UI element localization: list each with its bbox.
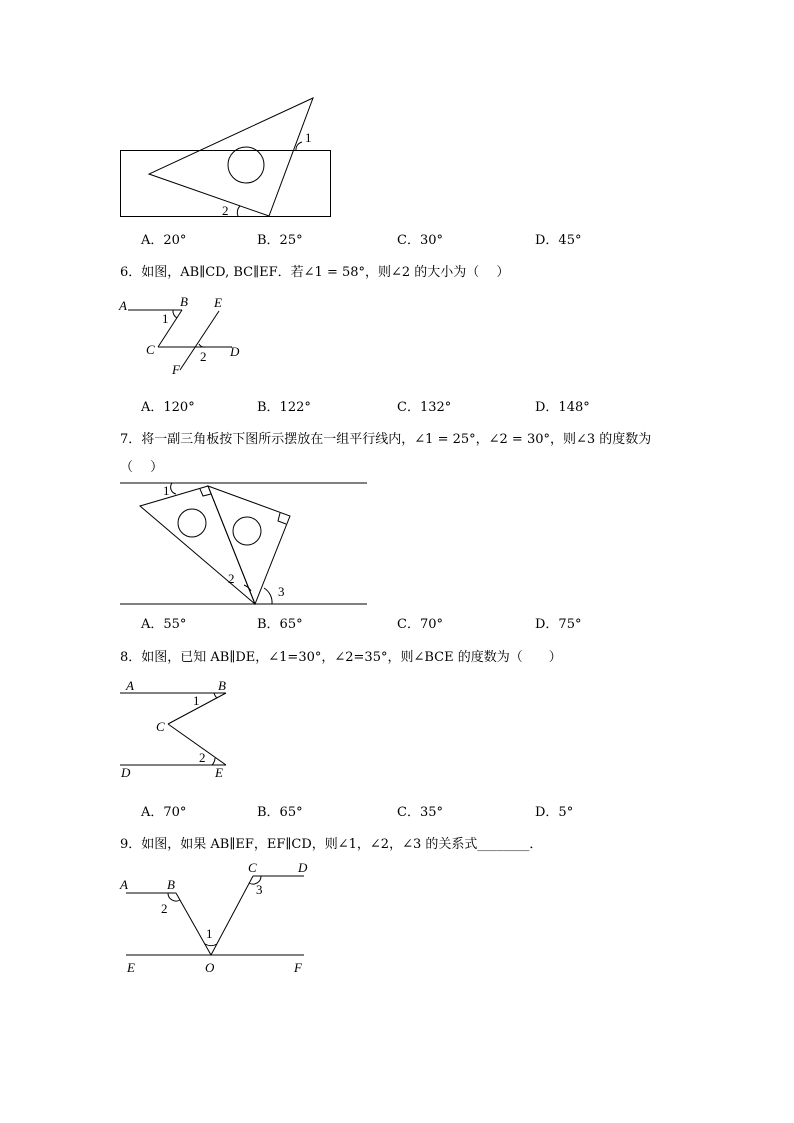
q9-angle1-arc bbox=[205, 944, 217, 946]
q6-option-c[interactable]: C．132° bbox=[397, 400, 452, 415]
q9-angle3-label: 3 bbox=[256, 882, 263, 897]
q6-label-d: D bbox=[230, 344, 240, 359]
q6-label-f: F bbox=[172, 362, 180, 377]
q8-option-b[interactable]: B．65° bbox=[257, 805, 303, 820]
q8-option-d[interactable]: D．5° bbox=[535, 805, 574, 820]
q5-option-a[interactable]: A．20° bbox=[141, 233, 187, 248]
q8-label-c: C bbox=[156, 719, 165, 734]
q7-option-d[interactable]: D．75° bbox=[535, 617, 582, 632]
q6-angle2-label: 2 bbox=[200, 349, 207, 364]
q8-angle2-label: 2 bbox=[199, 750, 206, 765]
q9-label-b: B bbox=[167, 877, 175, 892]
q6-option-d[interactable]: D．148° bbox=[535, 400, 590, 415]
q6-option-a[interactable]: A．120° bbox=[141, 400, 195, 415]
q5-option-c[interactable]: C．30° bbox=[397, 233, 443, 248]
q8-angle1-label: 1 bbox=[193, 693, 200, 708]
q8-label-b: B bbox=[218, 678, 226, 693]
q7-option-a[interactable]: A．55° bbox=[141, 617, 187, 632]
q8-question-text: 8．如图，已知 AB∥DE，∠1=30°，∠2=35°，则∠BCE 的度数为（ ） bbox=[120, 650, 562, 665]
q9-label-a: A bbox=[120, 877, 128, 892]
q9-line-bo bbox=[176, 893, 211, 955]
q7-angle3-label: 3 bbox=[278, 584, 285, 599]
q7-question-text-line2: （ ） bbox=[120, 460, 164, 475]
q6-label-e: E bbox=[214, 295, 222, 310]
q7-option-c[interactable]: C．70° bbox=[397, 617, 443, 632]
q5-option-d[interactable]: D．45° bbox=[535, 233, 582, 248]
q6-angle1-label: 1 bbox=[162, 311, 169, 326]
q8-label-e: E bbox=[215, 765, 223, 780]
q9-label-d: D bbox=[298, 860, 308, 875]
q5-angle1-label: 1 bbox=[305, 130, 312, 145]
q9-angle2-label: 2 bbox=[161, 901, 168, 916]
q9-label-f: F bbox=[294, 960, 302, 975]
q9-label-o: O bbox=[205, 960, 215, 975]
q9-label-e: E bbox=[127, 960, 135, 975]
q9-label-c: C bbox=[248, 860, 257, 875]
q8-label-d: D bbox=[121, 765, 131, 780]
q9-line-oc bbox=[211, 876, 253, 955]
q8-option-c[interactable]: C．35° bbox=[397, 805, 443, 820]
q8-option-a[interactable]: A．70° bbox=[141, 805, 187, 820]
q7-angle2-label: 2 bbox=[228, 571, 235, 586]
q8-label-a: A bbox=[126, 678, 134, 693]
q5-option-b[interactable]: B．25° bbox=[257, 233, 303, 248]
q9-angle1-label: 1 bbox=[206, 926, 213, 941]
q6-option-b[interactable]: B．122° bbox=[257, 400, 311, 415]
q5-angle2-label: 2 bbox=[222, 203, 229, 218]
q6-question-text: 6．如图，AB∥CD, BC∥EF．若∠1 = 58°，则∠2 的大小为（ ） bbox=[120, 265, 510, 280]
q9-question-text: 9．如图，如果 AB∥EF，EF∥CD，则∠1，∠2，∠3 的关系式________． bbox=[120, 837, 543, 852]
q7-question-text-line1: 7．将一副三角板按下图所示摆放在一组平行线内，∠1 = 25°，∠2 = 30°，则∠3 的度数为 bbox=[120, 432, 652, 447]
q7-option-b[interactable]: B．65° bbox=[257, 617, 303, 632]
q6-label-c: C bbox=[146, 342, 155, 357]
q6-label-b: B bbox=[180, 294, 188, 309]
q7-angle1-label: 1 bbox=[163, 483, 170, 498]
q6-label-a: A bbox=[119, 298, 127, 313]
